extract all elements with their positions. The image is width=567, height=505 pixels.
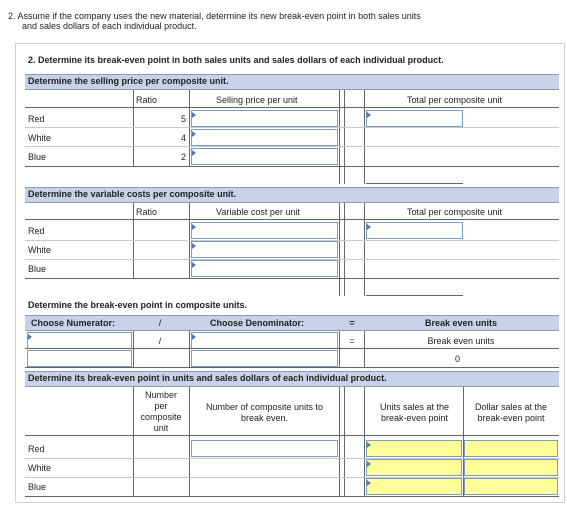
col-dollars-line: Dollar sales at the xyxy=(474,402,548,412)
divider xyxy=(25,435,559,436)
intro-line-2: and sales dollars of each individual product. xyxy=(22,21,197,31)
units-row-label: Blue xyxy=(28,482,47,492)
variable-cost-input-red[interactable] xyxy=(191,222,338,239)
divider xyxy=(133,331,134,368)
selling-row-ratio: 4 xyxy=(180,133,186,143)
divider xyxy=(344,90,345,184)
selling-col-price: Selling price per unit xyxy=(216,95,298,105)
variable-col-cost: Variable cost per unit xyxy=(216,207,300,217)
col-number-line: composite xyxy=(140,412,182,422)
divider xyxy=(25,146,559,147)
col-dollars-line: break-even point xyxy=(477,413,545,423)
numerator-label: Choose Numerator: xyxy=(31,318,116,328)
intro-line-1: 2. Assume if the company uses the new material, determine its new break-even point in both sales units xyxy=(8,11,421,21)
divider xyxy=(366,183,463,184)
variable-cost-input-white[interactable] xyxy=(191,241,338,258)
units-sales-white[interactable] xyxy=(366,459,462,476)
variable-header: Determine the variable costs per composite unit. xyxy=(28,189,237,199)
col-units-line: Units sales at the xyxy=(379,402,450,412)
breakeven-result-value: 0 xyxy=(454,354,460,364)
divider xyxy=(25,348,559,349)
dollar-sales-red[interactable] xyxy=(464,440,558,457)
selling-row-label: White xyxy=(28,133,52,143)
divider xyxy=(133,90,134,167)
divider xyxy=(339,203,340,296)
result-label: Break even units xyxy=(424,318,498,328)
divider xyxy=(339,387,340,497)
variable-row-label: Blue xyxy=(28,264,47,274)
selling-header: Determine the selling price per composite unit. xyxy=(28,76,229,86)
divider xyxy=(25,127,559,128)
units-sales-blue[interactable] xyxy=(366,478,462,495)
dollar-sales-white[interactable] xyxy=(464,459,558,476)
numerator-select[interactable] xyxy=(27,332,132,349)
divider xyxy=(189,90,190,167)
divider xyxy=(25,367,559,368)
variable-total-input[interactable] xyxy=(366,222,463,239)
divider xyxy=(364,331,365,368)
composite-units-input[interactable] xyxy=(191,440,338,457)
divider xyxy=(25,107,559,108)
divider xyxy=(364,387,365,497)
divider xyxy=(25,278,559,279)
breakeven-header: Determine the break-even point in composite units. xyxy=(28,300,248,310)
selling-col-ratio: Ratio xyxy=(136,95,158,105)
divider xyxy=(25,166,559,167)
divider xyxy=(364,203,365,296)
divider xyxy=(25,496,559,497)
divider xyxy=(133,387,134,497)
units-row-label: White xyxy=(28,463,52,473)
col-composite-line: Number of composite units to xyxy=(205,402,324,412)
equals-sign: = xyxy=(349,336,355,346)
variable-col-ratio: Ratio xyxy=(136,207,158,217)
selling-row-label: Blue xyxy=(28,152,47,162)
col-number-line: Number xyxy=(144,390,177,400)
denominator-select[interactable] xyxy=(191,332,338,349)
divider xyxy=(133,203,134,279)
divider xyxy=(189,331,190,368)
selling-price-input-red[interactable] xyxy=(191,110,338,127)
col-number-line: unit xyxy=(153,423,169,433)
selling-price-input-blue[interactable] xyxy=(191,148,338,165)
divide-sign: / xyxy=(158,318,162,328)
units-sales-red[interactable] xyxy=(366,440,462,457)
selling-row-ratio: 5 xyxy=(180,114,186,124)
selling-row-label: Red xyxy=(28,114,45,124)
numerator-value-input[interactable] xyxy=(27,350,132,367)
col-composite-line: break even. xyxy=(240,413,289,423)
variable-cost-input-blue[interactable] xyxy=(191,260,338,277)
dollar-sales-blue[interactable] xyxy=(464,478,558,495)
divider xyxy=(339,90,340,184)
units-row-label: Red xyxy=(28,444,45,454)
divider xyxy=(364,90,365,184)
divider xyxy=(189,387,190,497)
result-label-2: Break even units xyxy=(427,336,495,346)
selling-price-input-white[interactable] xyxy=(191,129,338,146)
denominator-label: Choose Denominator: xyxy=(210,318,305,328)
divider xyxy=(366,295,463,296)
units-header: Determine its break-even point in units and sales dollars of each individual product. xyxy=(28,373,387,383)
variable-row-label: Red xyxy=(28,226,45,236)
equals-sign: = xyxy=(349,318,355,328)
divider xyxy=(344,387,345,497)
variable-col-total: Total per composite unit xyxy=(407,207,503,217)
divider xyxy=(25,219,559,220)
selling-row-ratio: 2 xyxy=(180,152,186,162)
denominator-value-input[interactable] xyxy=(191,350,338,367)
variable-row-label: White xyxy=(28,245,52,255)
selling-total-input[interactable] xyxy=(366,110,463,127)
col-number-line: per xyxy=(154,401,168,411)
col-units-line: break-even point xyxy=(380,413,449,423)
question-title: 2. Determine its break-even point in both sales units and sales dollars of each individual product. xyxy=(28,55,444,65)
selling-col-total: Total per composite unit xyxy=(407,95,503,105)
divider xyxy=(189,203,190,279)
divider xyxy=(344,203,345,296)
divide-sign: / xyxy=(158,336,162,346)
divider xyxy=(339,331,340,368)
